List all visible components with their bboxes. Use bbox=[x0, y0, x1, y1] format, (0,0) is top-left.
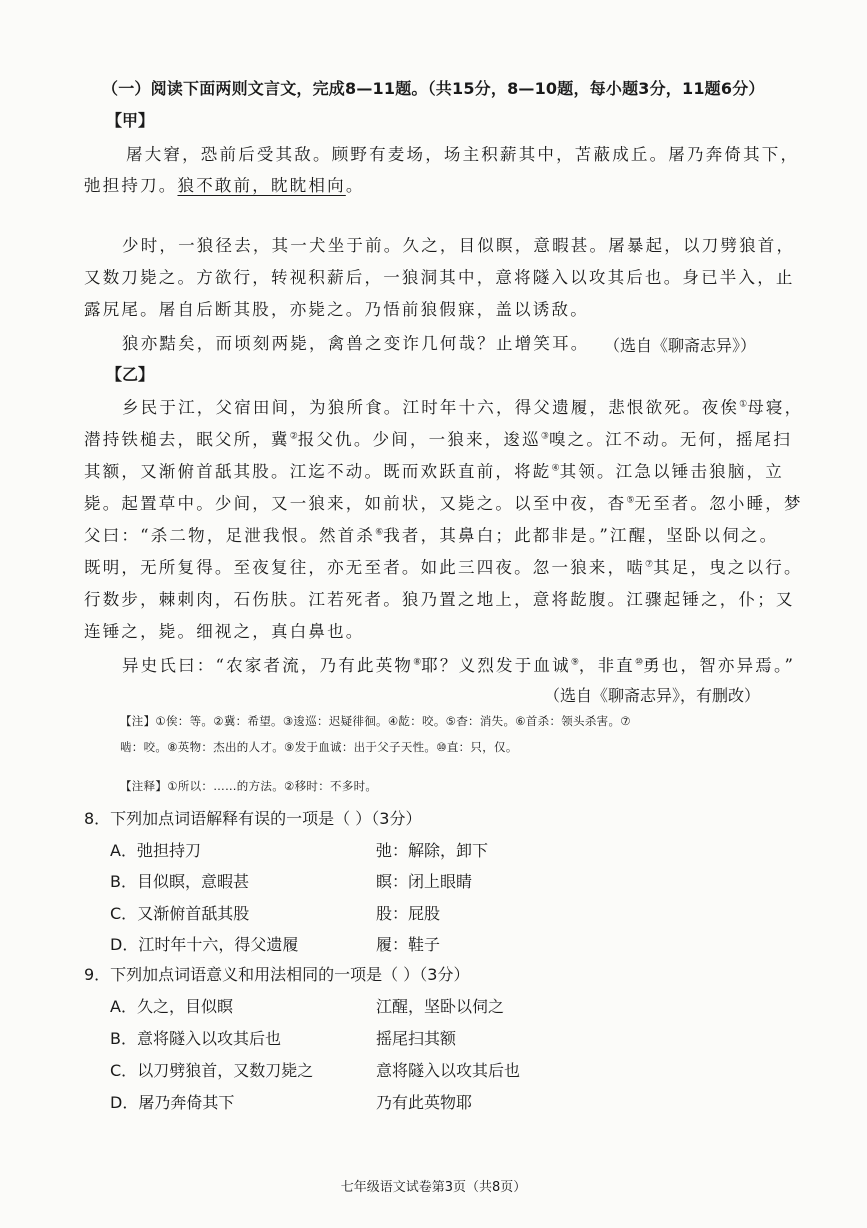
q8-option-c-text: 又渐俯首舐其股 bbox=[137, 904, 250, 923]
section-title: （一）阅读下面两则文言文，完成8—11题。（共15分，8—10题，每小题3分，11题6分） bbox=[102, 79, 765, 98]
q8-option-c-letter: C． bbox=[110, 904, 138, 923]
jia-line-2 bbox=[84, 172, 365, 196]
q9-option-c-letter: C． bbox=[110, 1061, 138, 1080]
yi-line-6-end: 其足，曳之以行。 bbox=[653, 558, 803, 577]
q8-option-d bbox=[110, 932, 298, 955]
q8-option-b-explain: 瞑：闭上眼睛 bbox=[376, 872, 473, 891]
q9-option-d-compare: 乃有此英物耶 bbox=[376, 1093, 473, 1112]
note-ref-8: ⑧ bbox=[413, 657, 422, 668]
yi-line-9-text: 异史氏曰：“农家者流，乃有此英物 bbox=[122, 656, 414, 675]
note-ref-3: ③ bbox=[540, 431, 549, 442]
yi-line-2-end: 嗅之。江不动。无何，摇尾扫 bbox=[548, 430, 793, 449]
q9-option-c-text: 以刀劈狼首，又数刀毙之 bbox=[137, 1061, 314, 1080]
q8-option-a bbox=[110, 838, 201, 861]
q9-option-b-text: 意将隧入以攻其后也 bbox=[136, 1029, 281, 1048]
notes-line-3: 【注释】①所以：……的方法。②移时：不多时。 bbox=[120, 779, 378, 793]
jia-line-2-end: 。 bbox=[345, 176, 365, 195]
yi-line-7: 行数步，棘刺肉，石伤肤。江若死者。狼乃置之地上，意将龁腹。江骤起锤之，仆；又 bbox=[84, 590, 795, 609]
jia-line-2-text: 弛担持刀。 bbox=[84, 176, 178, 195]
q9-option-c bbox=[110, 1058, 313, 1081]
yi-line-2 bbox=[84, 426, 792, 450]
yi-line-6-text: 既明，无所复得。至夜复往，亦无至者。如此三四夜。忽一狼来，啮 bbox=[84, 558, 645, 577]
note-ref-9: ⑨ bbox=[570, 657, 579, 668]
yi-line-9 bbox=[122, 652, 795, 676]
yi-line-2-text: 潜持铁槌去，眠父所，冀 bbox=[84, 430, 290, 449]
passage-yi-tag: 【乙】 bbox=[106, 365, 155, 384]
yi-line-4-text: 毙。起置草中。少间，又一狼来，如前状，又毙之。以至中夜，杳 bbox=[84, 494, 627, 513]
yi-line-6 bbox=[84, 554, 803, 578]
notes-line-2: 啮：咬。⑧英物：杰出的人才。⑨发于血诚：出于父子天性。⑩直：只，仅。 bbox=[120, 740, 518, 754]
q8-option-a-text: 弛担持刀 bbox=[136, 841, 201, 860]
yi-line-5 bbox=[84, 522, 778, 546]
jia-line-5: 露尻尾。屠自后断其股，亦毙之。乃悟前狼假寐，盖以诱敌。 bbox=[84, 300, 589, 319]
note-ref-1: ① bbox=[739, 399, 748, 410]
yi-line-4-end: 无至者。忽小睡，梦 bbox=[634, 494, 803, 513]
q9-option-a-text: 久之，目似瞑 bbox=[136, 997, 233, 1016]
jia-line-6: 狼亦黠矣，而顷刻两毙，禽兽之变诈几何哉？止增笑耳。 bbox=[122, 334, 590, 353]
note-ref-5: ⑤ bbox=[626, 495, 635, 506]
q8-option-d-explain: 履：鞋子 bbox=[376, 935, 441, 954]
q9-option-a-letter: A． bbox=[110, 997, 137, 1016]
yi-line-1-end: 母寝， bbox=[747, 398, 804, 417]
q8-option-c-explain: 股：屁股 bbox=[376, 904, 441, 923]
yi-line-1 bbox=[122, 394, 803, 418]
underlined-sentence: 狼不敢前，眈眈相向 bbox=[177, 176, 346, 195]
yi-line-2-mid: 报父仇。少间，一狼来，逡巡 bbox=[297, 430, 541, 449]
jia-line-1: 屠大窘，恐前后受其敌。顾野有麦场，场主积薪其中，苫蔽成丘。屠乃奔倚其下， bbox=[126, 145, 800, 164]
note-ref-2: ② bbox=[289, 431, 298, 442]
note-ref-7: ⑦ bbox=[645, 559, 654, 570]
q8-option-c bbox=[110, 901, 249, 924]
q8-option-b bbox=[110, 869, 249, 892]
q9-option-d-text: 屠乃奔倚其下 bbox=[138, 1093, 235, 1112]
yi-source: （选自《聊斋志异》，有删改） bbox=[544, 686, 761, 705]
q9-option-b-letter: B． bbox=[110, 1029, 137, 1048]
q8-option-b-text: 目似瞑，意暇甚 bbox=[136, 872, 249, 891]
yi-line-3 bbox=[84, 458, 784, 482]
yi-line-9-mid2: ，非直 bbox=[578, 656, 636, 675]
yi-line-1-text: 乡民于江，父宿田间，为狼所食。江时年十六，得父遗履，悲恨欲死。夜俟 bbox=[122, 398, 740, 417]
yi-line-5-end: 我者，其鼻白；此都非是。”江醒，坚卧以伺之。 bbox=[383, 526, 779, 545]
note-ref-6: ⑥ bbox=[375, 527, 384, 538]
yi-line-8: 连锤之，毙。细视之，真白鼻也。 bbox=[84, 622, 365, 641]
q9-option-a-compare: 江醒，坚卧以伺之 bbox=[376, 997, 505, 1016]
yi-line-4 bbox=[84, 490, 803, 514]
q9-option-d-letter: D． bbox=[110, 1093, 139, 1112]
q8-option-a-letter: A． bbox=[110, 841, 137, 860]
yi-line-3-text: 其额，又渐俯首舐其股。江迄不动。既而欢跃直前，将龁 bbox=[84, 462, 552, 481]
yi-line-5-text: 父曰：“杀二物，足泄我恨。然首杀 bbox=[84, 526, 376, 545]
question-9-stem: 9．下列加点词语意义和用法相同的一项是（ ）（3分） bbox=[84, 965, 470, 984]
passage-jia-tag: 【甲】 bbox=[106, 111, 155, 130]
jia-line-4: 又数刀毙之。方欲行，转视积薪后，一狼洞其中，意将隧入以攻其后也。身已半入，止 bbox=[84, 268, 795, 287]
question-8-stem: 8．下列加点词语解释有误的一项是（ ）（3分） bbox=[84, 809, 422, 828]
q9-option-d bbox=[110, 1090, 234, 1113]
q8-option-d-text: 江时年十六，得父遗履 bbox=[138, 935, 299, 954]
q9-option-a bbox=[110, 994, 233, 1017]
q8-option-b-letter: B． bbox=[110, 872, 137, 891]
q9-option-c-compare: 意将隧入以攻其后也 bbox=[376, 1061, 521, 1080]
jia-source: （选自《聊斋志异》） bbox=[604, 336, 757, 355]
yi-line-3-end: 其领。江急以锤击狼脑，立 bbox=[559, 462, 784, 481]
page-footer: 七年级语文试卷第3页（共8页） bbox=[340, 1180, 527, 1195]
yi-line-9-mid: 耶？义烈发于血诚 bbox=[421, 656, 571, 675]
note-ref-4: ④ bbox=[551, 463, 560, 474]
notes-line-1: 【注】①俟：等。②冀：希望。③逡巡：迟疑徘徊。④龁：咬。⑤杳：消失。⑥首杀：领头杀害。⑦ bbox=[120, 714, 631, 728]
q9-option-b-compare: 摇尾扫其额 bbox=[376, 1029, 457, 1048]
q8-option-d-letter: D． bbox=[110, 935, 139, 954]
q8-option-a-explain: 弛：解除，卸下 bbox=[376, 841, 489, 860]
yi-line-9-end: 勇也，智亦异焉。” bbox=[643, 656, 796, 675]
note-ref-10: ⑩ bbox=[635, 657, 644, 668]
jia-line-3: 少时，一狼径去，其一犬坐于前。久之，目似瞑，意暇甚。屠暴起，以刀劈狼首， bbox=[122, 236, 796, 255]
q9-option-b bbox=[110, 1026, 281, 1049]
